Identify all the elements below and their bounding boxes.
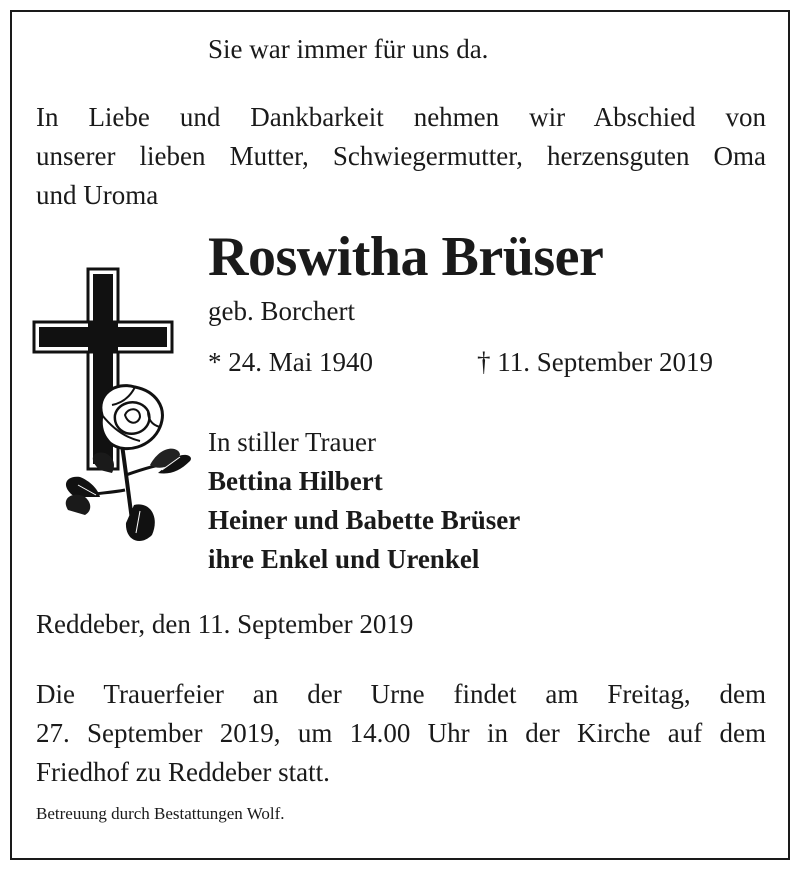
intro-line-2: unserer lieben Mutter, Schwiegermutter, herzensguten Oma [36, 141, 766, 171]
cross-icon [30, 265, 195, 550]
funeral-line-1: Die Trauerfeier an der Urne findet am Freitag, dem [36, 679, 766, 709]
deceased-name: Roswitha Brüser [208, 226, 604, 288]
intro-line-1: In Liebe und Dankbarkeit nehmen wir Abschied von [36, 102, 766, 132]
rose-icon [66, 386, 191, 541]
maiden-name: geb. Borchert [208, 296, 355, 326]
funeral-line-3: Friedhof zu Reddeber statt. [36, 757, 330, 787]
funeral-line-2: 27. September 2019, um 14.00 Uhr in der Kirche auf dem [36, 718, 766, 748]
mourner-name: ihre Enkel und Urenkel [208, 544, 480, 574]
mourner-name: Heiner und Babette Brüser [208, 505, 521, 535]
place-date: Reddeber, den 11. September 2019 [36, 609, 414, 639]
birth-date: * 24. Mai 1940 [208, 347, 373, 377]
cross-with-rose [30, 265, 195, 555]
mourners-heading: In stiller Trauer [208, 427, 376, 457]
death-date: † 11. September 2019 [477, 347, 713, 377]
mourner-name: Bettina Hilbert [208, 466, 383, 496]
motto: Sie war immer für uns da. [208, 34, 489, 64]
intro-line-3: und Uroma [36, 180, 159, 210]
undertaker-note: Betreuung durch Bestattungen Wolf. [36, 804, 285, 823]
